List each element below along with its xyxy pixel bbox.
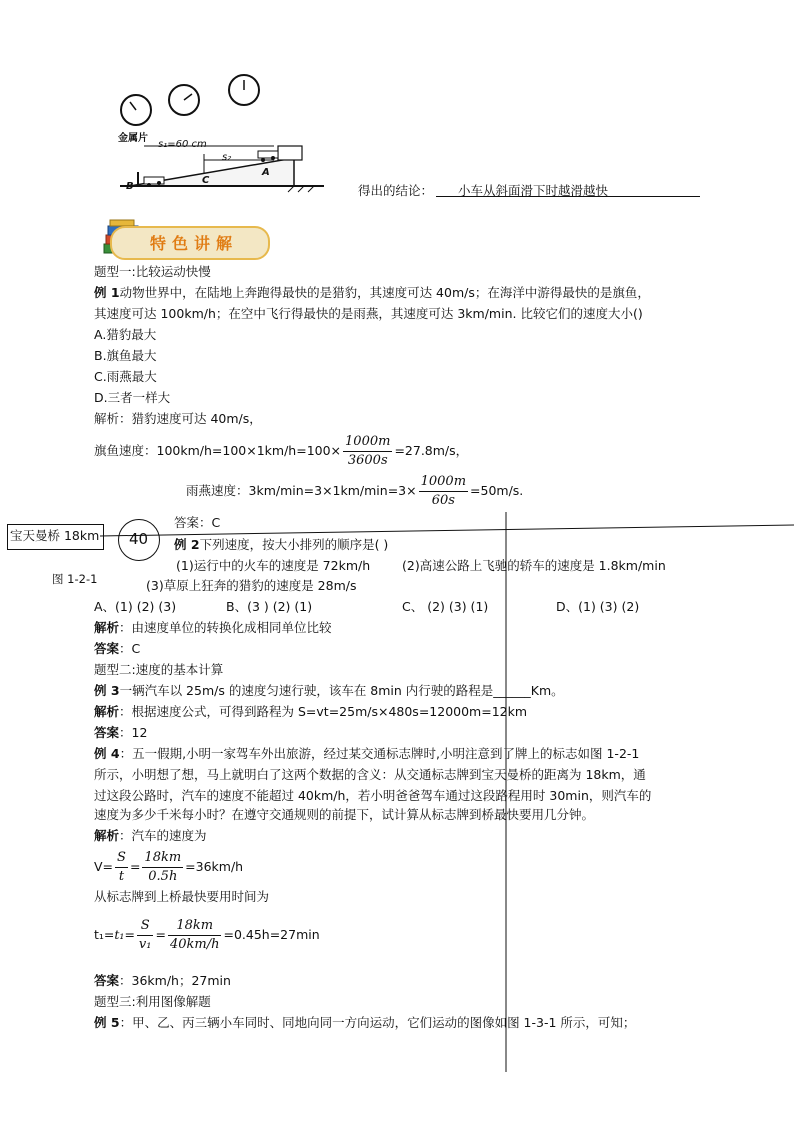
- ex4-line4: 速度为多少千米每小时？在遵守交通规则的前提下，试计算从标志牌到桥最快要用几分钟。: [94, 807, 595, 822]
- ex1-swift-num: 1000m: [419, 473, 468, 492]
- ex4-velocity-equation: V= $\frac{S}{t}$ = $\frac{18km}{0.5h}$ =36km/h: [94, 850, 244, 884]
- ex2-option-d: D、(1) (3) (2): [556, 599, 640, 614]
- ex4-v-prefix: V=: [94, 859, 114, 874]
- ex2-option-c: C、 (2) (3) (1): [402, 599, 489, 614]
- ex4-t-den1: v₁: [138, 937, 152, 952]
- ex4-analysis-label: 解析: [94, 828, 120, 843]
- ex1-label: 例 1: [94, 285, 120, 300]
- ex4-line3: 过这段公路时，汽车的速度不能超过 40km/h，若小明爸爸驾车通过这段路程用时 30min，则汽车的: [94, 788, 652, 803]
- ex4-time-text: 从标志牌到上桥最快要用时间为: [94, 889, 270, 904]
- ex1-option-d: D.三者一样大: [94, 390, 171, 405]
- ex1-swift-suffix: =50m/s.: [470, 483, 524, 498]
- speed-limit-text: 40: [129, 530, 149, 548]
- ex2-analysis: [94, 619, 332, 637]
- ex2-label: 例 2: [174, 537, 200, 552]
- figure-label-s1: s₁=60 cm: [158, 139, 207, 150]
- ex4-v-den2: 0.5h: [148, 869, 178, 884]
- ex3-analysis-label: 解析: [94, 704, 120, 719]
- ex2-stem-text: 下列速度，按大小排列的顺序是( ): [199, 537, 389, 552]
- ex4-v-num1: S: [115, 849, 128, 868]
- ex2-answer-label: 答案: [94, 641, 120, 656]
- ex2-answer-text: ：C: [119, 641, 141, 656]
- ex5-label: 例 5: [94, 1015, 120, 1030]
- ex1-swift-den: 60s: [431, 493, 455, 508]
- ex2-option-b: B、(3 ) (2) (1): [226, 599, 313, 614]
- ex4-t-num1: S: [137, 917, 154, 936]
- ex2-item1: (1)运行中的火车的速度是 72km/h: [176, 558, 371, 573]
- ex5-stem-text: ：甲、乙、丙三辆小车同时、同地向同一方向运动，它们运动的图像如图 1-3-1 所示，可知；: [119, 1015, 636, 1030]
- type3-title: 题型三:利用图像解题: [94, 994, 211, 1009]
- traffic-sign-distance-text: 宝天曼桥 18km: [10, 528, 100, 543]
- conclusion-answer: 小车从斜面滑下时越滑越快: [458, 183, 609, 198]
- type2-title: 题型二:速度的基本计算: [94, 662, 224, 677]
- ex4-t-prefix: t₁=: [94, 927, 115, 942]
- ex1-fish-num: 1000m: [343, 433, 392, 452]
- section-banner-text: 特色讲解: [150, 234, 239, 253]
- ex5-stem: [94, 1014, 635, 1032]
- ex1-fish-den: 3600s: [347, 453, 388, 468]
- type1-title: 题型一:比较运动快慢: [94, 264, 211, 279]
- ex1-analysis: 解析：猎豹速度可达 40m/s，: [94, 411, 262, 426]
- ex3-answer-text: ：12: [119, 725, 148, 740]
- ex1-line1-text: 动物世界中，在陆地上奔跑得最快的是猎豹，其速度可达 40m/s；在海洋中游得最快的是旗鱼，: [119, 285, 650, 300]
- ex4-line1-text: ：五一假期,小明一家驾车外出旅游，经过某交通标志牌时,小明注意到了牌上的标志如图 1-2-1: [119, 746, 640, 761]
- ex4-analysis-text: ：汽车的速度为: [119, 828, 207, 843]
- ex4-v-fraction2: [142, 849, 183, 886]
- ex4-v-den1: t: [118, 869, 125, 884]
- ex2-item3: (3)草原上狂奔的猎豹的速度是 28m/s: [146, 578, 357, 593]
- conclusion-prefix: 得出的结论：: [358, 183, 434, 198]
- ex1-answer: 答案：C: [174, 515, 221, 530]
- figure-label-a: A: [262, 167, 270, 178]
- ex1-fish-prefix: 旗鱼速度：100km/h=100×1km/h=100×: [94, 443, 342, 458]
- ex1-line2: 其速度可达 100km/h；在空中飞行得最快的是雨燕，其速度可达 3km/min. 比较它们的速度大小(): [94, 306, 643, 321]
- ex1-option-a: A.猎豹最大: [94, 327, 157, 342]
- ex2-item2: (2)高速公路上飞驰的轿车的速度是 1.8km/min: [402, 558, 666, 573]
- ex4-label: 例 4: [94, 746, 120, 761]
- ex3-answer-label: 答案: [94, 725, 120, 740]
- ex4-t-suffix: =0.45h=27min: [223, 927, 320, 942]
- ex4-t-num2: 18km: [168, 917, 222, 936]
- ex1-option-b: B.旗鱼最大: [94, 348, 157, 363]
- ex4-v-num2: 18km: [142, 849, 183, 868]
- ex4-time-equation: t₁=t₁= $\frac{S}{\text{v₁}}$ = $\frac{18km}{40km/h}$ =0.45h=27min: [94, 918, 320, 952]
- ex3-label: 例 3: [94, 683, 120, 698]
- ex4-v-fraction1: [115, 849, 128, 886]
- ex3-stem: [94, 682, 564, 700]
- figure-caption-1-2-1: 图 1-2-1: [52, 572, 98, 586]
- figure-label-metal: 金属片: [118, 133, 148, 144]
- ex4-line1: [94, 745, 639, 763]
- ex2-option-a: A、(1) (2) (3): [94, 599, 177, 614]
- ex2-stem: [174, 536, 388, 554]
- ex4-answer-label: 答案: [94, 973, 120, 988]
- ex4-t-den2: 40km/h: [169, 937, 220, 952]
- ex1-option-c: C.雨燕最大: [94, 369, 157, 384]
- ex4-analysis: [94, 827, 207, 845]
- ex3-answer: [94, 724, 147, 742]
- ex3-analysis: [94, 703, 527, 721]
- figure-label-c: C: [202, 175, 210, 186]
- ex3-analysis-text: ：根据速度公式，可得到路程为 S=vt=25m/s×480s=12000m=12km: [119, 704, 528, 719]
- figure-label-b: B: [126, 181, 134, 192]
- ex4-answer-text: ：36km/h；27min: [119, 973, 231, 988]
- ex1-fish-suffix: =27.8m/s，: [394, 443, 469, 458]
- ex3-stem-text: 一辆汽车以 25m/s 的速度匀速行驶，该车在 8min 内行驶的路程是______Km。: [119, 683, 564, 698]
- ex2-answer: [94, 640, 140, 658]
- figure-label-s2: s₂: [222, 152, 232, 163]
- ex4-t-fraction2: [168, 917, 222, 954]
- ex4-answer: [94, 972, 231, 990]
- ex2-analysis-text: ：由速度单位的转换化成相同单位比较: [119, 620, 332, 635]
- ex4-v-suffix: =36km/h: [185, 859, 244, 874]
- ex4-line2: 所示，小明想了想，马上就明白了这两个数据的含义：从交通标志牌到宝天曼桥的距离为 18km，通: [94, 767, 646, 782]
- ex2-analysis-label: 解析: [94, 620, 120, 635]
- ex1-swift-prefix: 雨燕速度：3km/min=3×1km/min=3×: [186, 483, 417, 498]
- ex4-t-fraction1: [137, 917, 154, 954]
- ex4-t-mid: t₁: [114, 927, 125, 942]
